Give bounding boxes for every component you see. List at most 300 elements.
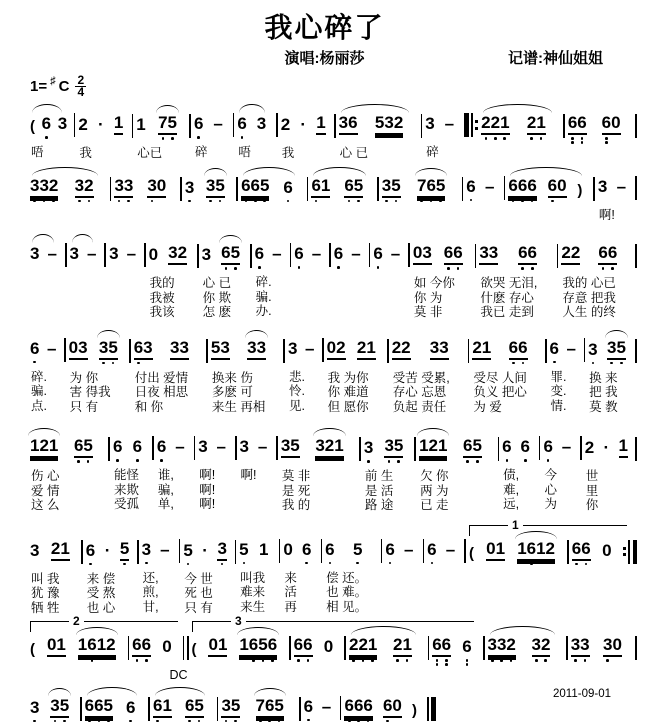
note-char: 6	[113, 437, 123, 456]
lyric-row: 我的 心已	[562, 276, 616, 290]
note-char: 5	[274, 695, 284, 715]
octave-dot-cell	[30, 460, 39, 469]
octave-dot-cell	[536, 563, 545, 572]
note-char: 6	[301, 539, 312, 559]
note-char: 2	[78, 115, 88, 134]
note-digits	[572, 539, 591, 561]
octave-dots	[324, 657, 333, 668]
lyric-row: 心	[544, 482, 557, 497]
notes-row	[392, 338, 473, 371]
octave-dot-cell	[557, 200, 566, 209]
note-char: 1	[517, 538, 527, 558]
barline-stroke	[635, 114, 637, 138]
note-digits	[481, 113, 509, 135]
octave-dots	[353, 560, 362, 571]
note-char: 3	[496, 635, 507, 654]
barline-stroke	[557, 244, 559, 268]
lyric-row	[70, 304, 110, 319]
system-line-2	[30, 166, 640, 224]
barline	[180, 177, 182, 201]
note-char: 6	[184, 695, 195, 715]
barline-stroke	[110, 177, 112, 201]
note-digits	[382, 176, 401, 198]
octave-dot	[241, 136, 244, 139]
notes-row	[240, 436, 281, 468]
note-cluster	[239, 635, 277, 668]
note-cluster	[520, 437, 529, 468]
octave-dot-cell	[348, 137, 357, 146]
note-digits	[96, 115, 105, 135]
lyric-row	[294, 668, 349, 683]
note-char: 2	[358, 635, 368, 654]
barline-stroke	[635, 244, 637, 268]
octave-dots	[392, 360, 411, 371]
barline	[539, 436, 541, 460]
lyric-row: 谁,	[157, 468, 174, 482]
barline	[359, 437, 361, 461]
note-cluster	[619, 436, 628, 469]
note-char: 3	[78, 337, 88, 357]
lyric-row	[311, 209, 381, 224]
octave-dot-cell	[312, 266, 321, 275]
note-digits	[160, 540, 169, 560]
octave-dot-cell	[384, 137, 393, 146]
octave-dot	[187, 563, 190, 566]
lyric-row: 债,	[503, 468, 520, 482]
note-char: 2	[472, 337, 482, 357]
octave-dot-cell	[294, 266, 303, 275]
note-cluster	[571, 635, 590, 668]
octave-dot-cell	[114, 137, 123, 146]
dash-token	[175, 437, 184, 468]
notes-row	[30, 113, 78, 145]
measure	[427, 539, 469, 616]
note-char: 0	[612, 635, 622, 654]
notes-row	[149, 243, 202, 276]
note-char: 1	[258, 539, 269, 559]
note-char: 1	[495, 538, 506, 558]
octave-dot-cell	[87, 266, 96, 275]
dot-token	[96, 115, 105, 146]
note-cluster	[334, 244, 343, 275]
barline-stroke	[483, 636, 485, 660]
note-char: –	[321, 696, 332, 716]
measure	[392, 338, 473, 415]
note-cluster	[47, 635, 66, 668]
notes-row	[385, 539, 427, 571]
octave-dot-cell	[259, 562, 268, 571]
barline-stroke	[539, 436, 541, 460]
slur-arc	[239, 104, 264, 113]
measure	[382, 176, 466, 224]
volta-bracket	[469, 517, 627, 536]
octave-dot	[524, 459, 527, 462]
note-cluster	[30, 244, 39, 275]
note-char: 2	[428, 436, 438, 455]
octave-dots	[113, 457, 122, 468]
note-cluster	[136, 115, 145, 146]
octave-dot	[522, 362, 525, 365]
note-cluster	[221, 243, 240, 276]
octave-dot	[89, 563, 92, 566]
note-char: ·	[104, 540, 111, 560]
note-char: 6	[353, 695, 364, 715]
octave-dots	[99, 360, 118, 371]
note-char: 6	[264, 695, 275, 715]
octave-dots	[153, 718, 172, 728]
slur-arc	[490, 626, 555, 635]
note-cluster	[86, 541, 95, 572]
octave-dot-cell	[49, 200, 58, 209]
barline-stroke	[74, 113, 76, 137]
barline	[584, 338, 586, 362]
barline-stroke	[65, 243, 67, 267]
note-char: 6	[543, 437, 553, 456]
note-digits	[302, 540, 311, 560]
lyric-row: 来欺	[114, 482, 140, 497]
octave-dot	[377, 266, 380, 269]
octave-dots	[221, 718, 240, 728]
lyric-row: 来	[284, 570, 297, 585]
octave-dot	[397, 460, 400, 463]
octave-dot-cell	[30, 720, 39, 728]
octave-dot	[234, 267, 237, 270]
octave-dots	[598, 197, 607, 208]
measure	[183, 539, 239, 616]
lyric-row: 心 已	[202, 276, 232, 290]
barline	[567, 540, 569, 564]
note-char: 3	[143, 337, 153, 357]
notes-row	[70, 243, 110, 275]
octave-dots	[200, 561, 209, 572]
octave-dot	[307, 719, 310, 722]
octave-dot-cell	[315, 460, 324, 469]
note-digits	[344, 696, 372, 718]
note-char: 6	[303, 696, 314, 716]
octave-dot-cell	[208, 659, 217, 668]
octave-dot-cell	[114, 200, 123, 209]
volta-number: 1	[508, 518, 523, 532]
note-char: 3	[247, 337, 257, 357]
octave-dot	[445, 663, 448, 666]
note-digits	[562, 437, 571, 457]
notes-row	[382, 176, 466, 209]
octave-dot	[494, 137, 497, 140]
note-digits	[78, 635, 116, 657]
note-cluster	[462, 637, 471, 668]
note-cluster	[392, 338, 411, 371]
octave-dot-cell	[30, 200, 39, 209]
measure	[304, 696, 345, 728]
note-digits	[486, 539, 505, 561]
octave-dot	[385, 200, 388, 203]
lyric-row: 受 熬	[86, 586, 116, 600]
octave-dot-cell	[185, 720, 194, 728]
octave-dots	[486, 561, 505, 572]
note-char: 6	[373, 244, 383, 263]
notes-row	[221, 696, 303, 728]
octave-dots	[241, 198, 269, 209]
barline-stroke	[289, 636, 291, 660]
note-cluster	[463, 436, 482, 469]
lyric-row	[185, 209, 241, 224]
octave-dot	[263, 200, 266, 203]
note-char: 6	[344, 695, 354, 715]
note-char: 5	[83, 436, 93, 455]
note-char: 1	[618, 436, 628, 455]
note-digits	[185, 178, 194, 198]
measure	[185, 176, 241, 224]
octave-dot	[506, 459, 509, 462]
octave-dot-cell	[99, 362, 108, 371]
barline	[129, 339, 131, 363]
note-digits	[509, 338, 528, 360]
note-cluster	[30, 176, 58, 209]
octave-dot-cell	[70, 266, 79, 275]
note-char: 6	[85, 540, 96, 560]
note-char: 6	[293, 635, 304, 654]
system-line-6	[30, 517, 640, 616]
octave-dot	[171, 137, 174, 140]
octave-dot-cell	[354, 720, 363, 728]
note-char: 6	[348, 113, 358, 132]
octave-dot-cell	[133, 459, 142, 468]
note-char: 6	[311, 175, 321, 195]
lyric-row	[385, 585, 427, 600]
octave-dot-cell	[394, 137, 403, 146]
octave-dot	[430, 200, 433, 203]
note-digits	[247, 338, 266, 360]
notes-row	[571, 635, 640, 668]
lyric-row	[481, 146, 568, 161]
measures-row	[30, 696, 439, 728]
note-digits	[466, 177, 475, 197]
octave-dots	[617, 197, 626, 208]
note-char: 6	[30, 338, 40, 358]
octave-dot	[136, 459, 139, 462]
barline-stroke	[64, 338, 66, 362]
note-cluster	[259, 540, 268, 571]
system-line-8	[30, 686, 439, 728]
octave-dots	[481, 135, 509, 146]
lyric-row: 唔	[31, 145, 44, 159]
lyric-row	[241, 209, 311, 224]
barline	[504, 176, 506, 200]
octave-dot	[43, 200, 46, 203]
octave-dot-cell	[109, 266, 118, 275]
notes-row	[344, 696, 438, 728]
notes-row	[86, 539, 142, 572]
note-char: 0	[326, 337, 337, 357]
octave-dot-cell	[127, 266, 136, 275]
octave-dots	[472, 360, 491, 371]
octave-dot	[254, 200, 257, 203]
octave-dots	[419, 458, 447, 469]
note-char: 1	[96, 635, 107, 654]
note-char: –	[311, 244, 322, 263]
octave-dot	[544, 659, 547, 662]
dash-token	[617, 177, 626, 208]
octave-dot-cell	[83, 460, 92, 469]
octave-dot-cell	[567, 361, 576, 370]
note-char: 2	[584, 438, 595, 457]
octave-dot-cell	[491, 137, 500, 146]
lyric-row	[572, 601, 640, 616]
octave-dot-cell	[194, 136, 203, 145]
dash-token	[87, 244, 96, 275]
lyric-row: 活	[284, 585, 297, 599]
octave-dot-cell	[120, 563, 129, 572]
octave-dot	[337, 266, 340, 269]
note-char: 6	[267, 635, 278, 654]
octave-dot-cell	[608, 267, 617, 276]
octave-dot-cell	[375, 137, 384, 146]
lyric-row	[469, 586, 572, 601]
octave-dot	[388, 460, 391, 463]
barline	[563, 114, 565, 138]
lyric-row: 受尽 人间	[473, 370, 527, 385]
lyric-row: 犹 豫	[31, 586, 60, 600]
note-char: 2	[106, 635, 116, 654]
barline	[322, 338, 324, 362]
note-char: –	[403, 539, 414, 559]
note-digits	[147, 176, 166, 198]
barline-stroke	[206, 339, 208, 363]
slur-arc	[87, 687, 137, 696]
note-digits	[120, 539, 129, 561]
note-char: 3	[30, 244, 40, 263]
lyric-row: 办.	[255, 304, 272, 318]
note-char: 2	[280, 115, 291, 134]
barline-stroke	[423, 539, 425, 563]
note-cluster	[162, 637, 171, 668]
note-char: 6	[363, 695, 373, 715]
octave-dot	[605, 137, 608, 140]
octave-dots	[283, 198, 292, 209]
key-prefix: 1=	[30, 77, 48, 95]
octave-dots	[603, 657, 622, 668]
note-char: 6	[153, 695, 163, 715]
notes-row	[30, 696, 85, 728]
measure	[30, 338, 69, 415]
barline-stroke	[132, 114, 134, 138]
notes-row	[550, 338, 589, 370]
octave-dots	[221, 265, 240, 276]
lyric-row	[373, 275, 413, 290]
barline-stroke	[80, 697, 82, 721]
lyric-row	[508, 209, 597, 224]
octave-dots	[75, 198, 94, 209]
octave-dots	[520, 457, 529, 468]
barline	[183, 636, 189, 660]
barline	[148, 697, 150, 721]
barline-stroke	[427, 697, 429, 721]
lyric-row	[30, 304, 70, 319]
barline-stroke	[464, 539, 466, 563]
octave-dots	[240, 457, 249, 468]
note-char: –	[390, 244, 401, 263]
measure	[132, 635, 191, 683]
repeat-dot	[623, 547, 626, 550]
lyric-row	[30, 290, 70, 305]
octave-dot-cell	[74, 460, 83, 469]
octave-dot	[287, 200, 290, 203]
note-char: 0	[283, 539, 293, 559]
octave-dots	[384, 458, 403, 469]
lyric-row: 我被	[149, 290, 175, 305]
barline	[408, 243, 410, 267]
note-char: –	[213, 114, 223, 133]
notes-row	[69, 338, 134, 371]
octave-dot-cell	[299, 137, 308, 146]
octave-dot-cell	[78, 137, 87, 146]
note-digits	[221, 243, 240, 265]
note-digits	[598, 243, 617, 265]
note-char: 3	[256, 114, 267, 133]
note-digits	[69, 338, 88, 360]
octave-dot-cell	[432, 659, 441, 668]
octave-dot-cell	[401, 362, 410, 371]
note-char: 5	[259, 175, 270, 195]
barline-stroke	[217, 697, 219, 721]
note-char: 5	[230, 243, 241, 262]
measure	[472, 338, 549, 415]
note-char: 6	[571, 538, 582, 558]
note-char: 5	[59, 695, 70, 715]
barline	[128, 636, 130, 660]
octave-dot	[262, 659, 265, 662]
octave-dot-cell	[358, 659, 367, 668]
octave-dots	[334, 264, 343, 275]
note-cluster	[69, 338, 88, 371]
note-cluster	[42, 114, 51, 145]
measure	[283, 539, 325, 616]
dash-token	[258, 437, 267, 468]
note-char: 0	[412, 243, 423, 262]
barline-stroke	[233, 113, 235, 137]
octave-dot-cell	[84, 200, 93, 209]
octave-dot	[396, 659, 399, 662]
note-cluster	[208, 635, 227, 668]
octave-dots	[322, 717, 331, 728]
note-char: 6	[385, 539, 395, 559]
barline	[566, 636, 568, 660]
note-char: 3	[198, 437, 208, 456]
dash-token	[312, 244, 321, 275]
octave-dots	[488, 657, 516, 668]
note-cluster	[78, 635, 116, 668]
octave-dot-cell	[39, 460, 48, 469]
note-digits	[217, 539, 226, 561]
open-paren: (	[191, 641, 197, 658]
octave-dots	[30, 561, 39, 572]
octave-dot	[88, 200, 91, 203]
note-cluster	[413, 243, 432, 276]
note-digits	[619, 436, 628, 458]
lyric-row: 碎.	[255, 275, 272, 289]
octave-dot-cell	[518, 267, 527, 276]
note-cluster	[237, 114, 246, 145]
note-cluster	[598, 177, 607, 208]
octave-dot-cell	[311, 200, 320, 209]
note-cluster	[294, 244, 303, 275]
note-cluster	[384, 436, 403, 469]
note-char: 3	[384, 113, 394, 132]
note-digits	[324, 637, 333, 657]
octave-dot-cell	[500, 137, 509, 146]
octave-dots	[325, 560, 334, 571]
octave-dot-cell	[368, 659, 377, 668]
